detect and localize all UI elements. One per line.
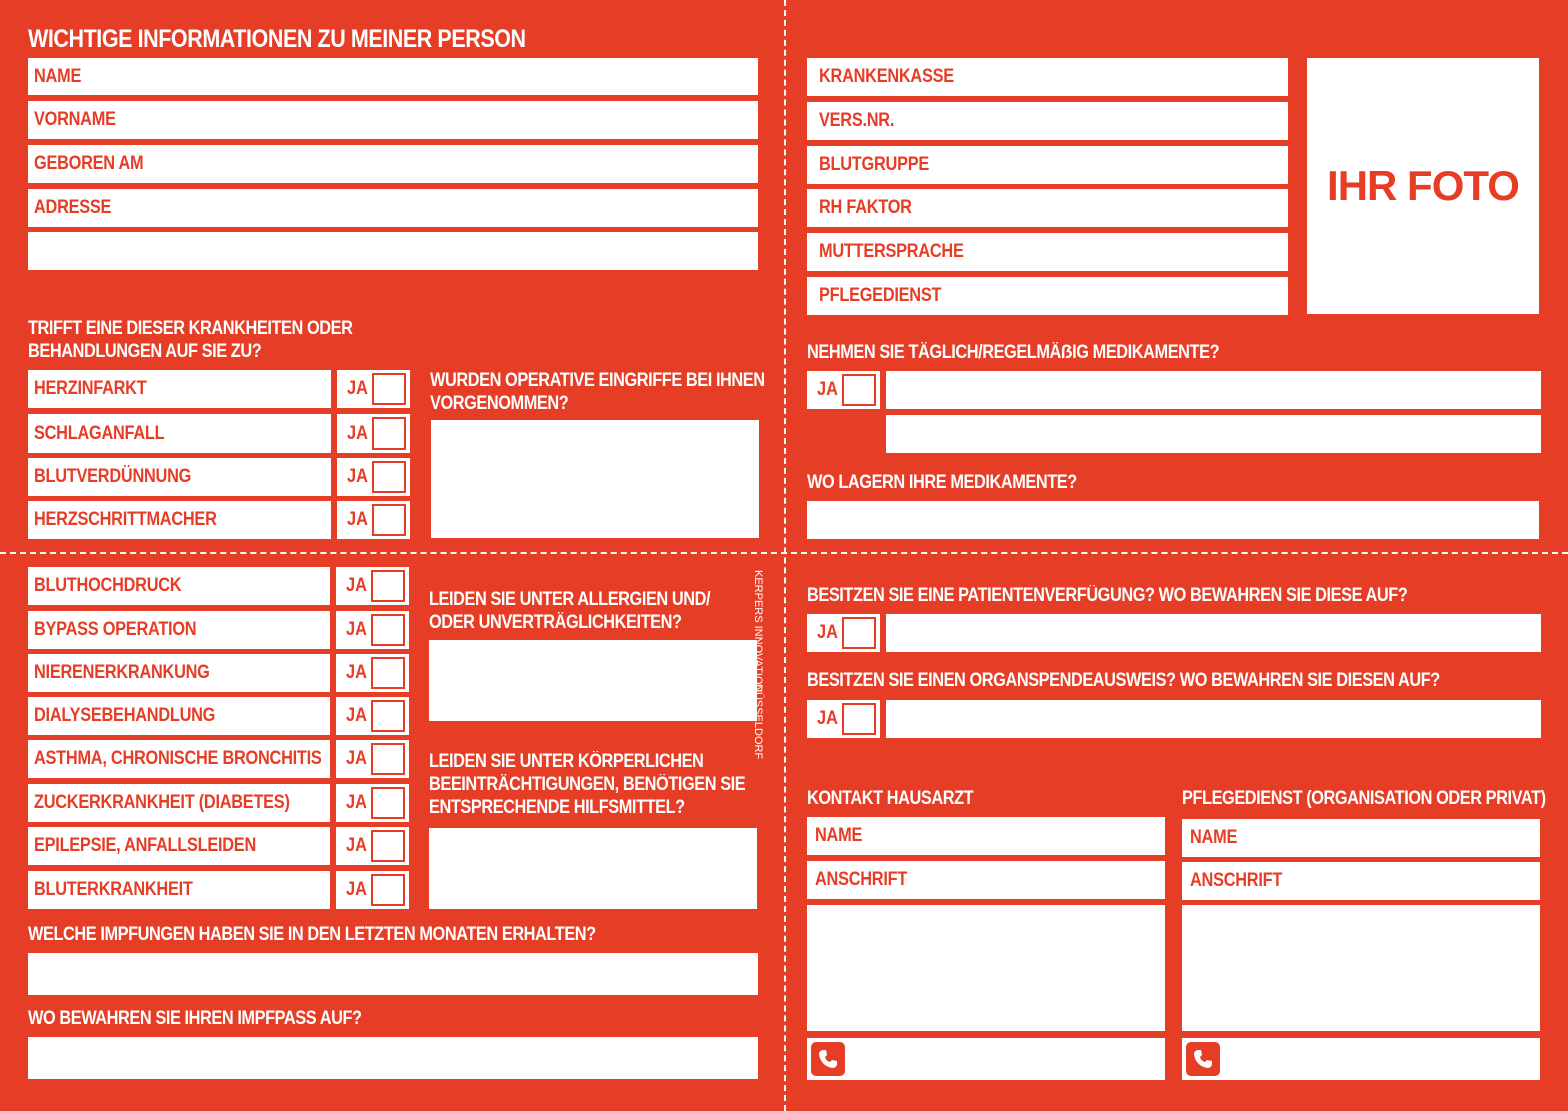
allergy-textarea[interactable] — [429, 640, 757, 721]
impairment-question-line2: BEEINTRÄCHTIGUNGEN, BENÖTIGEN SIE — [429, 774, 746, 795]
care-address-textarea[interactable] — [1182, 905, 1540, 1031]
native-language-field[interactable]: MUTTERSPRACHE — [807, 233, 1288, 271]
medication-question: NEHMEN SIE TÄGLICH/REGELMÄẞIG MEDIKAMENTE? — [807, 342, 1220, 363]
vaccination-pass-question: WO BEWAHREN SIE IHREN IMPFPASS AUF? — [28, 1008, 362, 1029]
pacemaker-yes-checkbox[interactable]: JA — [337, 501, 410, 539]
checkbox-box[interactable] — [371, 743, 405, 775]
blood-type-field[interactable]: BLUTGRUPPE — [807, 146, 1288, 184]
doctor-address-field[interactable]: ANSCHRIFT — [807, 861, 1165, 899]
surgery-question-line1: WURDEN OPERATIVE EINGRIFFE BEI IHNEN — [430, 370, 765, 391]
disease-diabetes: ZUCKERKRANKHEIT (DIABETES) — [28, 784, 330, 822]
disease-heart-attack: HERZINFARKT — [28, 370, 331, 408]
surgery-textarea[interactable] — [431, 420, 759, 538]
doctor-contact-title: KONTAKT HAUSARZT — [807, 788, 974, 809]
checkbox-box[interactable] — [372, 461, 406, 493]
checkbox-box[interactable] — [371, 657, 405, 689]
checkbox-box[interactable] — [372, 373, 406, 405]
medication-storage-field[interactable] — [807, 501, 1539, 539]
insurance-number-field[interactable]: VERS.NR. — [807, 102, 1288, 140]
checkbox-box[interactable] — [842, 617, 876, 649]
checkbox-box[interactable] — [371, 570, 405, 602]
phone-icon — [811, 1042, 845, 1076]
care-phone-field[interactable] — [1182, 1038, 1540, 1080]
checkbox-box[interactable] — [372, 417, 406, 450]
address-field[interactable]: ADRESSE — [28, 189, 758, 227]
asthma-yes-checkbox[interactable]: JA — [336, 740, 409, 778]
firstname-field[interactable]: VORNAME — [28, 101, 758, 139]
disease-hemophilia: BLUTERKRANKHEIT — [28, 871, 330, 909]
address-field-2[interactable] — [28, 232, 758, 270]
disease-epilepsy: EPILEPSIE, ANFALLSLEIDEN — [28, 827, 330, 865]
care-service-title: PFLEGEDIENST (ORGANISATION ODER PRIVAT) — [1182, 788, 1546, 809]
medication-field-2[interactable] — [886, 415, 1541, 453]
disease-kidney: NIERENERKRANKUNG — [28, 654, 330, 692]
imprint-company: KERPERS INNOVATION — [752, 570, 764, 693]
care-service-field[interactable]: PFLEGEDIENST — [807, 277, 1288, 315]
diseases-heading-line2: BEHANDLUNGEN AUF SIE ZU? — [28, 341, 262, 362]
kidney-yes-checkbox[interactable]: JA — [336, 654, 409, 692]
vaccination-pass-field[interactable] — [28, 1037, 758, 1079]
directive-yes-checkbox[interactable]: JA — [807, 614, 880, 652]
disease-pacemaker: HERZSCHRITTMACHER — [28, 501, 331, 539]
checkbox-box[interactable] — [371, 700, 405, 732]
imprint-city: DÜSSELDORF — [752, 684, 764, 760]
impairment-textarea[interactable] — [429, 828, 757, 909]
disease-dialysis: DIALYSEBEHANDLUNG — [28, 697, 330, 735]
insurance-field[interactable]: KRANKENKASSE — [807, 58, 1288, 96]
name-field[interactable]: NAME — [28, 58, 758, 95]
epilepsy-yes-checkbox[interactable]: JA — [336, 827, 409, 865]
organ-donor-question: BESITZEN SIE EINEN ORGANSPENDEAUSWEIS? WO BEWAHREN SIE DIESEN AUF? — [807, 670, 1440, 691]
heart-attack-yes-checkbox[interactable]: JA — [337, 370, 410, 408]
organ-donor-location-field[interactable] — [886, 700, 1541, 738]
medication-storage-question: WO LAGERN IHRE MEDIKAMENTE? — [807, 472, 1077, 493]
photo-placeholder[interactable]: IHR FOTO — [1307, 58, 1539, 314]
bypass-yes-checkbox[interactable]: JA — [336, 611, 409, 649]
impairment-question-line1: LEIDEN SIE UNTER KÖRPERLICHEN — [429, 751, 704, 772]
doctor-name-field[interactable]: NAME — [807, 817, 1165, 855]
allergy-question-line1: LEIDEN SIE UNTER ALLERGIEN UND/ — [429, 589, 711, 610]
organ-donor-yes-checkbox[interactable]: JA — [807, 700, 880, 738]
doctor-address-textarea[interactable] — [807, 905, 1165, 1031]
surgery-question-line2: VORGENOMMEN? — [430, 393, 569, 414]
care-name-field[interactable]: NAME — [1182, 819, 1540, 857]
checkbox-box[interactable] — [371, 874, 405, 906]
disease-hypertension: BLUTHOCHDRUCK — [28, 567, 330, 605]
care-address-field[interactable]: ANSCHRIFT — [1182, 862, 1540, 900]
checkbox-box[interactable] — [372, 504, 406, 536]
checkbox-box[interactable] — [842, 374, 876, 406]
hemophilia-yes-checkbox[interactable]: JA — [336, 871, 409, 909]
disease-bypass: BYPASS OPERATION — [28, 611, 330, 649]
disease-blood-thinning: BLUTVERDÜNNUNG — [28, 458, 331, 496]
vaccination-question: WELCHE IMPFUNGEN HABEN SIE IN DEN LETZTEN MONATEN ERHALTEN? — [28, 924, 596, 945]
stroke-yes-checkbox[interactable]: JA — [337, 414, 410, 453]
vaccination-field[interactable] — [28, 953, 758, 995]
hypertension-yes-checkbox[interactable]: JA — [336, 567, 409, 605]
disease-stroke: SCHLAGANFALL — [28, 414, 331, 453]
doctor-phone-field[interactable] — [807, 1038, 1165, 1080]
dialysis-yes-checkbox[interactable]: JA — [336, 697, 409, 735]
directive-question: BESITZEN SIE EINE PATIENTENVERFÜGUNG? WO BEWAHREN SIE DIESE AUF? — [807, 585, 1408, 606]
checkbox-box[interactable] — [371, 830, 405, 862]
checkbox-box[interactable] — [371, 787, 405, 819]
birthdate-field[interactable]: GEBOREN AM — [28, 145, 758, 183]
vertical-fold-line — [784, 0, 786, 1111]
allergy-question-line2: ODER UNVERTRÄGLICHKEITEN? — [429, 612, 682, 633]
phone-icon — [1186, 1042, 1220, 1076]
disease-asthma: ASTHMA, CHRONISCHE BRONCHITIS — [28, 740, 330, 778]
medication-yes-checkbox[interactable]: JA — [807, 371, 880, 409]
blood-thinning-yes-checkbox[interactable]: JA — [337, 458, 410, 496]
impairment-question-line3: ENTSPRECHENDE HILFSMITTEL? — [429, 797, 685, 818]
diabetes-yes-checkbox[interactable]: JA — [336, 784, 409, 822]
checkbox-box[interactable] — [842, 703, 876, 735]
checkbox-box[interactable] — [371, 614, 405, 646]
diseases-heading-line1: TRIFFT EINE DIESER KRANKHEITEN ODER — [28, 318, 353, 339]
personal-info-title: WICHTIGE INFORMATIONEN ZU MEINER PERSON — [28, 25, 526, 53]
medication-field-1[interactable] — [886, 371, 1541, 409]
directive-location-field[interactable] — [886, 614, 1541, 652]
horizontal-fold-line — [0, 552, 1568, 554]
rh-factor-field[interactable]: RH FAKTOR — [807, 189, 1288, 227]
